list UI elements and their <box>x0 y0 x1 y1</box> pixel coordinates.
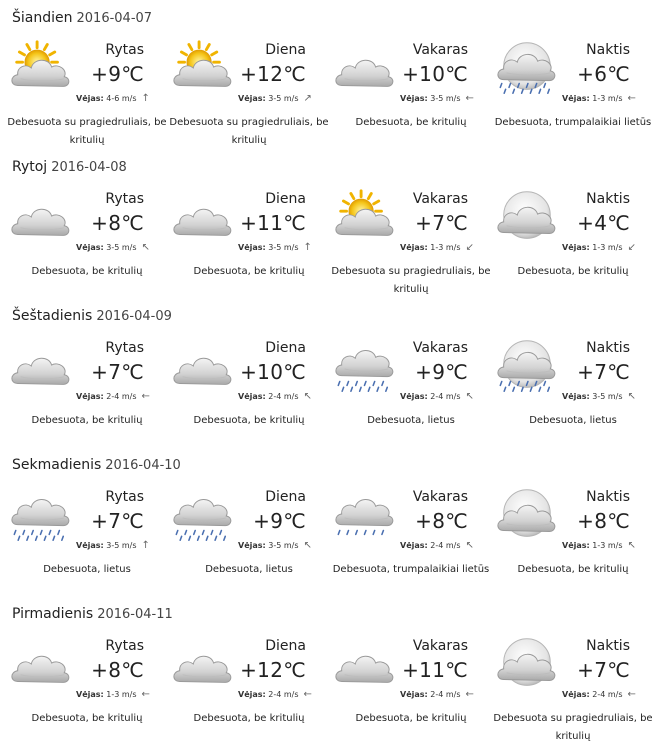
wind-direction-arrow-icon: ↖ <box>465 391 474 402</box>
forecast-cell <box>168 183 330 293</box>
weather-description: Debesuota, lietus <box>367 415 455 426</box>
day-name: Rytoj <box>12 159 48 175</box>
wind-label: Vėjas: <box>400 392 428 401</box>
cloud-rain-icon <box>8 487 72 543</box>
period-label: Rytas <box>105 340 144 356</box>
period-label: Vakaras <box>412 191 468 207</box>
period-label: Diena <box>265 340 306 356</box>
weather-description: Debesuota, lietus <box>529 415 617 426</box>
weather-description: Debesuota, be kritulių <box>193 266 305 277</box>
period-label: Rytas <box>105 489 144 505</box>
period-label: Diena <box>265 42 306 58</box>
cloud-icon <box>8 189 72 245</box>
wind-label: Vėjas: <box>76 243 104 252</box>
wind-info <box>76 94 150 103</box>
wind-direction-arrow-icon: ↖ <box>303 540 312 551</box>
forecast-cell <box>6 183 168 293</box>
wind-label: Vėjas: <box>562 392 590 401</box>
wind-speed: 2-4 m/s <box>268 392 299 401</box>
wind-label: Vėjas: <box>562 690 590 699</box>
wind-label: Vėjas: <box>76 541 104 550</box>
wind-direction-arrow-icon: ← <box>141 391 150 402</box>
temperature: +9℃ <box>253 509 306 533</box>
wind-speed: 2-4 m/s <box>430 541 461 550</box>
wind-speed: 1-3 m/s <box>592 94 623 103</box>
forecast-cell <box>168 630 330 740</box>
wind-info <box>562 392 636 401</box>
period-label: Vakaras <box>412 489 468 505</box>
cloud-icon <box>170 189 234 245</box>
wind-direction-arrow-icon: ↗ <box>303 93 312 104</box>
temperature: +7℃ <box>577 658 630 682</box>
forecast-cell <box>168 34 330 144</box>
temperature: +7℃ <box>415 211 468 235</box>
wind-info <box>238 94 312 103</box>
wind-info <box>400 392 474 401</box>
forecast-cell <box>492 34 654 144</box>
period-label: Rytas <box>105 638 144 654</box>
wind-speed: 2-4 m/s <box>430 392 461 401</box>
wind-label: Vėjas: <box>562 243 590 252</box>
temperature: +8℃ <box>91 658 144 682</box>
day-date: 2016-04-11 <box>97 607 173 622</box>
wind-info <box>238 243 312 252</box>
wind-speed: 2-4 m/s <box>106 392 137 401</box>
forecast-cell <box>330 630 492 740</box>
temperature: +7℃ <box>91 509 144 533</box>
wind-label: Vėjas: <box>562 541 590 550</box>
wind-info <box>562 94 636 103</box>
weather-description: Debesuota, trumpalaikiai lietūs <box>332 564 490 575</box>
weather-description: Debesuota, lietus <box>43 564 131 575</box>
wind-label: Vėjas: <box>76 392 104 401</box>
wind-direction-arrow-icon: ↙ <box>465 242 474 253</box>
sun-cloud-icon <box>332 189 396 245</box>
wind-direction-arrow-icon: ↖ <box>465 540 474 551</box>
weather-description: Debesuota, be kritulių <box>517 266 629 277</box>
temperature: +8℃ <box>577 509 630 533</box>
weather-description: Debesuota, be kritulių <box>355 713 467 724</box>
day-section <box>0 298 670 447</box>
wind-direction-arrow-icon: ↙ <box>627 242 636 253</box>
wind-info <box>400 690 474 699</box>
temperature: +10℃ <box>240 360 306 384</box>
temperature: +8℃ <box>415 509 468 533</box>
day-section <box>0 0 670 149</box>
wind-speed: 3-5 m/s <box>430 94 461 103</box>
temperature: +8℃ <box>91 211 144 235</box>
cloud-icon <box>8 338 72 394</box>
temperature: +6℃ <box>577 62 630 86</box>
moon-cloud-icon <box>494 636 558 692</box>
forecast-cell <box>6 34 168 144</box>
temperature: +9℃ <box>415 360 468 384</box>
period-label: Naktis <box>586 340 630 356</box>
day-title <box>12 308 172 324</box>
forecast-cell <box>492 332 654 442</box>
forecast-cell <box>168 481 330 591</box>
wind-label: Vėjas: <box>238 392 266 401</box>
wind-speed: 3-5 m/s <box>592 392 623 401</box>
wind-direction-arrow-icon: ↖ <box>303 391 312 402</box>
wind-info <box>562 541 636 550</box>
wind-speed: 4-6 m/s <box>106 94 137 103</box>
wind-label: Vėjas: <box>238 690 266 699</box>
wind-info <box>76 243 150 252</box>
temperature: +12℃ <box>240 658 306 682</box>
day-title <box>12 10 152 26</box>
wind-direction-arrow-icon: ↖ <box>627 540 636 551</box>
wind-speed: 1-3 m/s <box>430 243 461 252</box>
wind-direction-arrow-icon: ← <box>627 689 636 700</box>
period-label: Diena <box>265 489 306 505</box>
day-date: 2016-04-07 <box>76 11 153 26</box>
wind-speed: 2-4 m/s <box>430 690 461 699</box>
wind-direction-arrow-icon: ↖ <box>141 242 150 253</box>
cloud-icon <box>170 636 234 692</box>
wind-direction-arrow-icon: ← <box>303 689 312 700</box>
period-label: Vakaras <box>412 340 468 356</box>
wind-label: Vėjas: <box>76 690 104 699</box>
wind-direction-arrow-icon: ↑ <box>141 540 150 551</box>
wind-direction-arrow-icon: ← <box>465 93 474 104</box>
wind-direction-arrow-icon: ↑ <box>141 93 150 104</box>
day-date: 2016-04-09 <box>96 309 172 324</box>
wind-direction-arrow-icon: ↖ <box>627 391 636 402</box>
period-label: Diena <box>265 191 306 207</box>
day-date: 2016-04-08 <box>51 160 127 175</box>
weather-description: Debesuota, be kritulių <box>31 713 143 724</box>
wind-speed: 3-5 m/s <box>268 243 299 252</box>
weather-description: Debesuota, be kritulių <box>31 415 143 426</box>
cloud-rain-icon <box>170 487 234 543</box>
wind-info <box>238 392 312 401</box>
weather-description: Debesuota su pragiedruliais, be kritulių <box>493 713 653 742</box>
wind-info <box>562 690 636 699</box>
forecast-cell <box>6 481 168 591</box>
period-label: Vakaras <box>412 42 468 58</box>
day-section <box>0 149 670 298</box>
temperature: +7℃ <box>577 360 630 384</box>
moon-cloud-rain-icon <box>494 338 558 394</box>
wind-speed: 2-4 m/s <box>592 690 623 699</box>
weather-description: Debesuota, be kritulių <box>31 266 143 277</box>
wind-label: Vėjas: <box>562 94 590 103</box>
wind-direction-arrow-icon: ↑ <box>303 242 312 253</box>
cloud-rain-icon <box>332 338 396 394</box>
cloud-icon <box>8 636 72 692</box>
day-section <box>0 447 670 596</box>
wind-label: Vėjas: <box>400 94 428 103</box>
forecast-cell <box>330 34 492 144</box>
wind-speed: 2-4 m/s <box>268 690 299 699</box>
wind-direction-arrow-icon: ← <box>627 93 636 104</box>
day-name: Šiandien <box>12 10 73 26</box>
wind-info <box>76 690 150 699</box>
wind-info <box>400 243 474 252</box>
day-section <box>0 596 670 745</box>
wind-speed: 1-3 m/s <box>592 243 623 252</box>
period-label: Diena <box>265 638 306 654</box>
day-title <box>12 606 173 622</box>
wind-speed: 3-5 m/s <box>106 243 137 252</box>
period-label: Naktis <box>586 191 630 207</box>
wind-info <box>76 541 150 550</box>
wind-speed: 3-5 m/s <box>268 94 299 103</box>
wind-info <box>76 392 150 401</box>
moon-cloud-icon <box>494 487 558 543</box>
period-label: Rytas <box>105 42 144 58</box>
wind-label: Vėjas: <box>76 94 104 103</box>
moon-cloud-rain-icon <box>494 40 558 96</box>
period-label: Naktis <box>586 42 630 58</box>
wind-label: Vėjas: <box>238 94 266 103</box>
temperature: +9℃ <box>91 62 144 86</box>
forecast-cell <box>6 332 168 442</box>
weather-description: Debesuota su pragiedruliais, be kritulių <box>169 117 329 146</box>
wind-label: Vėjas: <box>400 243 428 252</box>
wind-info <box>238 690 312 699</box>
wind-info <box>400 541 474 550</box>
weather-description: Debesuota su pragiedruliais, be kritulių <box>331 266 491 295</box>
day-name: Šeštadienis <box>12 308 93 324</box>
wind-speed: 1-3 m/s <box>106 690 137 699</box>
cloud-icon <box>332 40 396 96</box>
forecast-cell <box>330 332 492 442</box>
weather-description: Debesuota, lietus <box>205 564 293 575</box>
day-title <box>12 457 181 473</box>
period-label: Naktis <box>586 638 630 654</box>
wind-label: Vėjas: <box>400 690 428 699</box>
cloud-light-rain-icon <box>332 487 396 543</box>
wind-direction-arrow-icon: ← <box>465 689 474 700</box>
temperature: +7℃ <box>91 360 144 384</box>
wind-label: Vėjas: <box>238 541 266 550</box>
temperature: +11℃ <box>240 211 306 235</box>
sun-cloud-icon <box>8 40 72 96</box>
wind-info <box>562 243 636 252</box>
period-label: Naktis <box>586 489 630 505</box>
wind-direction-arrow-icon: ← <box>141 689 150 700</box>
weather-description: Debesuota, be kritulių <box>517 564 629 575</box>
period-label: Rytas <box>105 191 144 207</box>
wind-label: Vėjas: <box>238 243 266 252</box>
cloud-icon <box>332 636 396 692</box>
weather-description: Debesuota, be kritulių <box>193 713 305 724</box>
temperature: +4℃ <box>577 211 630 235</box>
wind-speed: 3-5 m/s <box>106 541 137 550</box>
forecast-cell <box>492 630 654 740</box>
day-name: Sekmadienis <box>12 457 102 473</box>
wind-info <box>238 541 312 550</box>
wind-label: Vėjas: <box>400 541 428 550</box>
forecast-cell <box>492 481 654 591</box>
weather-description: Debesuota su pragiedruliais, be kritulių <box>7 117 167 146</box>
temperature: +12℃ <box>240 62 306 86</box>
day-title <box>12 159 127 175</box>
wind-speed: 1-3 m/s <box>592 541 623 550</box>
forecast-cell <box>168 332 330 442</box>
weather-description: Debesuota, be kritulių <box>355 117 467 128</box>
weather-description: Debesuota, be kritulių <box>193 415 305 426</box>
period-label: Vakaras <box>412 638 468 654</box>
forecast-cell <box>330 183 492 293</box>
day-name: Pirmadienis <box>12 606 94 622</box>
wind-speed: 3-5 m/s <box>268 541 299 550</box>
temperature: +10℃ <box>402 62 468 86</box>
forecast-cell <box>6 630 168 740</box>
cloud-icon <box>170 338 234 394</box>
moon-cloud-icon <box>494 189 558 245</box>
day-date: 2016-04-10 <box>105 458 181 473</box>
wind-info <box>400 94 474 103</box>
weather-description: Debesuota, trumpalaikiai lietūs <box>494 117 652 128</box>
temperature: +11℃ <box>402 658 468 682</box>
forecast-cell <box>330 481 492 591</box>
forecast-cell <box>492 183 654 293</box>
sun-cloud-icon <box>170 40 234 96</box>
